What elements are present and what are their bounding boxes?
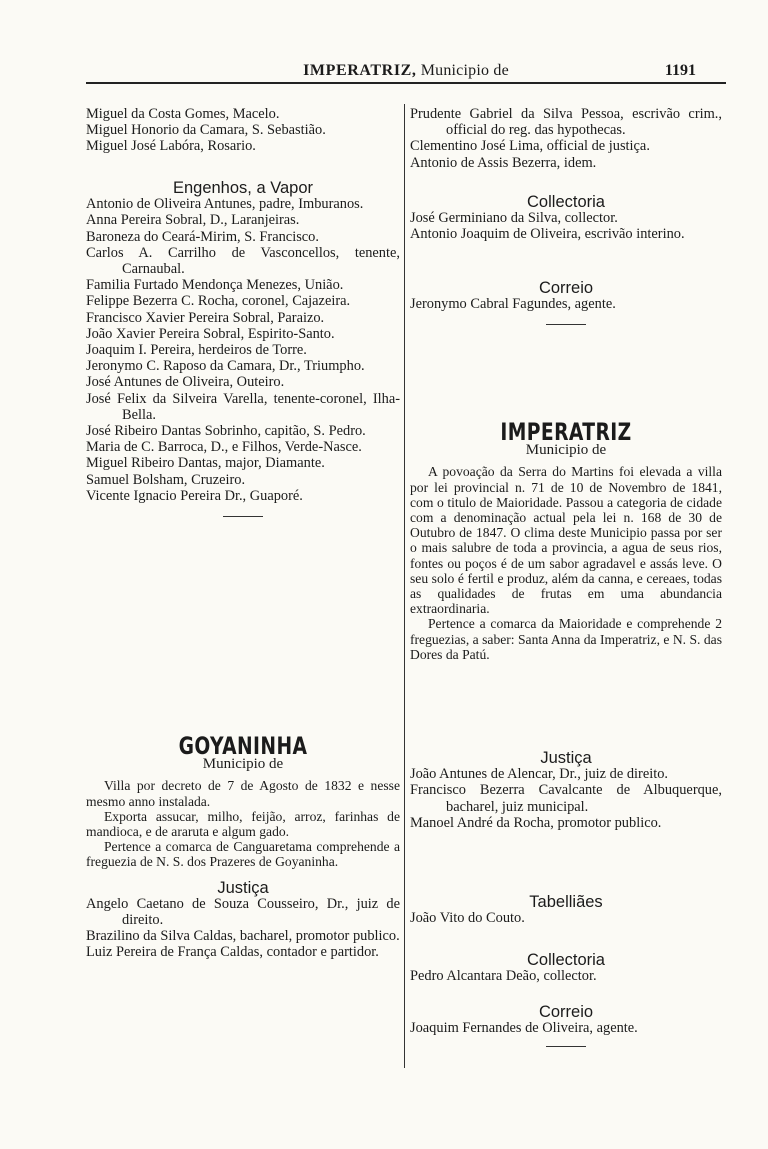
list-item: Miguel Honorio da Camara, S. Sebastião. <box>86 122 326 139</box>
right-top-section <box>410 106 722 171</box>
list-item: Brazilino da Silva Caldas, bacharel, promotor publico. <box>86 928 400 945</box>
list-item: Vicente Ignacio Pereira Dr., Guaporé. <box>86 487 303 504</box>
list-item: Carlos A. Carrilho de Vasconcellos, tenente, Carnaubal. <box>86 244 400 278</box>
list-item: João Xavier Pereira Sobral, Espirito-Santo. <box>86 325 335 342</box>
list-item: Pedro Alcantara Deão, collector. <box>410 968 597 985</box>
list-item: Jeronymo Cabral Fagundes, agente. <box>410 296 616 313</box>
goyaninha-section <box>86 732 400 961</box>
section-heading: Collectoria <box>527 193 605 211</box>
list-item: José Ribeiro Dantas Sobrinho, capitão, S. Pedro. <box>86 423 366 440</box>
left-column <box>86 106 400 155</box>
list-item: Clementino José Lima, official de justiça. <box>410 138 650 155</box>
list-item: Familia Furtado Mendonça Menezes, União. <box>86 277 344 294</box>
list-item: Jeronymo C. Raposo da Camara, Dr., Triumpho. <box>86 358 365 375</box>
list-item: Baroneza do Ceará-Mirim, S. Francisco. <box>86 228 319 245</box>
list-item: Joaquim Fernandes de Oliveira, agente. <box>410 1020 638 1037</box>
tabelliaes-section <box>410 894 722 926</box>
list-item: Miguel da Costa Gomes, Macelo. <box>86 106 280 122</box>
collectoria-section-2 <box>410 952 722 984</box>
running-title: IMPERATRIZ, Municipio de <box>303 62 509 79</box>
section-heading: Justiça <box>540 749 592 767</box>
section-rule <box>546 1046 586 1047</box>
section-heading: Correio <box>538 1003 594 1021</box>
section-rule <box>546 324 586 325</box>
list-item: José Germiniano da Silva, collector. <box>410 210 618 227</box>
list-item: Anna Pereira Sobral, D., Laranjeiras. <box>86 212 300 229</box>
paragraph: Villa por decreto de 7 de Agosto de 1832 e nesse mesmo anno instalada. <box>86 778 400 809</box>
list-item: Maria de C. Barroca, D., e Filhos, Verde-Nasce. <box>86 439 362 456</box>
municipality-subtitle: Municipio de <box>525 442 607 459</box>
paragraph: Pertence a comarca de Canguaretama comprehende a freguezia de N. S. dos Prazeres de Goyaninha. <box>86 839 400 870</box>
list-item: Luiz Pereira de França Caldas, contador e partidor. <box>86 944 379 961</box>
header-rule <box>86 82 726 84</box>
page-number: 1191 <box>664 62 696 79</box>
municipality-subtitle: Municipio de <box>202 756 284 773</box>
section-heading: Collectoria <box>527 951 605 969</box>
section-rule <box>223 516 263 517</box>
list-item: Antonio Joaquim de Oliveira, escrivão interino. <box>410 226 685 243</box>
imperatriz-section <box>410 418 722 662</box>
list-item: José Antunes de Oliveira, Outeiro. <box>86 374 285 391</box>
paragraph: Pertence a comarca da Maioridade e comprehende 2 freguezias, a saber: Santa Anna da Imperatriz, e N. S. das Dores da Patú. <box>410 616 722 662</box>
section-heading: Correio <box>538 279 594 297</box>
list-item: João Antunes de Alencar, Dr., juiz de direito. <box>410 766 668 783</box>
list-item: João Vito do Couto. <box>410 910 525 927</box>
list-item: José Felix da Silveira Varella, tenente-coronel, Ilha-Bella. <box>86 390 400 423</box>
list-item: Miguel Ribeiro Dantas, major, Diamante. <box>86 455 325 472</box>
engenhos-section <box>86 180 400 517</box>
section-heading: Tabelliães <box>529 893 603 911</box>
correio-section-2 <box>410 1004 722 1047</box>
list-item: Francisco Bezerra Cavalcante de Albuquerque, bacharel, juiz municipal. <box>410 782 722 815</box>
correio-section <box>410 280 722 325</box>
list-item: Manoel André da Rocha, promotor publico. <box>410 814 662 831</box>
list-item: Miguel José Labóra, Rosario. <box>86 138 256 155</box>
list-item: Angelo Caetano de Souza Cousseiro, Dr., juiz de direito. <box>86 895 400 929</box>
list-item: Prudente Gabriel da Silva Pessoa, escrivão crim., official do reg. das hypothecas. <box>410 106 722 139</box>
list-item: Antonio de Oliveira Antunes, padre, Imburanos. <box>86 196 364 213</box>
column-divider <box>404 104 405 1068</box>
list-item: Joaquim I. Pereira, herdeiros de Torre. <box>86 342 307 359</box>
paragraph: A povoação da Serra do Martins foi elevada a villa por lei provincial n. 71 de 10 de Novembro de 1841, com o titulo de Maioridade. Passou a categoria de cidade com a denominação actual pela lei n. 168 de 30 de Outubro de 1847. O clima deste Municipio passa por ser o mais salubre de toda a provincia, a agua de seus rios, fontes ou poços é de um sabor agradavel e assás leve. O seu solo é fertil e produz, além da canna, e cereaes, todas as qualidades de frutas em uma abundancia extraordinaria. <box>410 464 722 617</box>
section-heading: Justiça <box>217 878 269 897</box>
collectoria-section <box>410 194 722 243</box>
list-item: Samuel Bolsham, Cruzeiro. <box>86 471 246 488</box>
page-header <box>86 58 726 84</box>
list-item: Felippe Bezerra C. Rocha, coronel, Cajazeira. <box>86 293 351 310</box>
section-heading: Engenhos, a Vapor <box>172 179 314 197</box>
municipality-title: IMPERATRIZ <box>500 418 632 446</box>
list-item: Francisco Xavier Pereira Sobral, Paraizo. <box>86 309 325 326</box>
list-item: Antonio de Assis Bezerra, idem. <box>410 154 597 171</box>
justica-section <box>410 750 722 831</box>
paragraph: Exporta assucar, milho, feijão, arroz, farinhas de mandioca, e de araruta e algum gado. <box>86 808 400 840</box>
municipality-title: GOYANINHA <box>178 732 308 760</box>
